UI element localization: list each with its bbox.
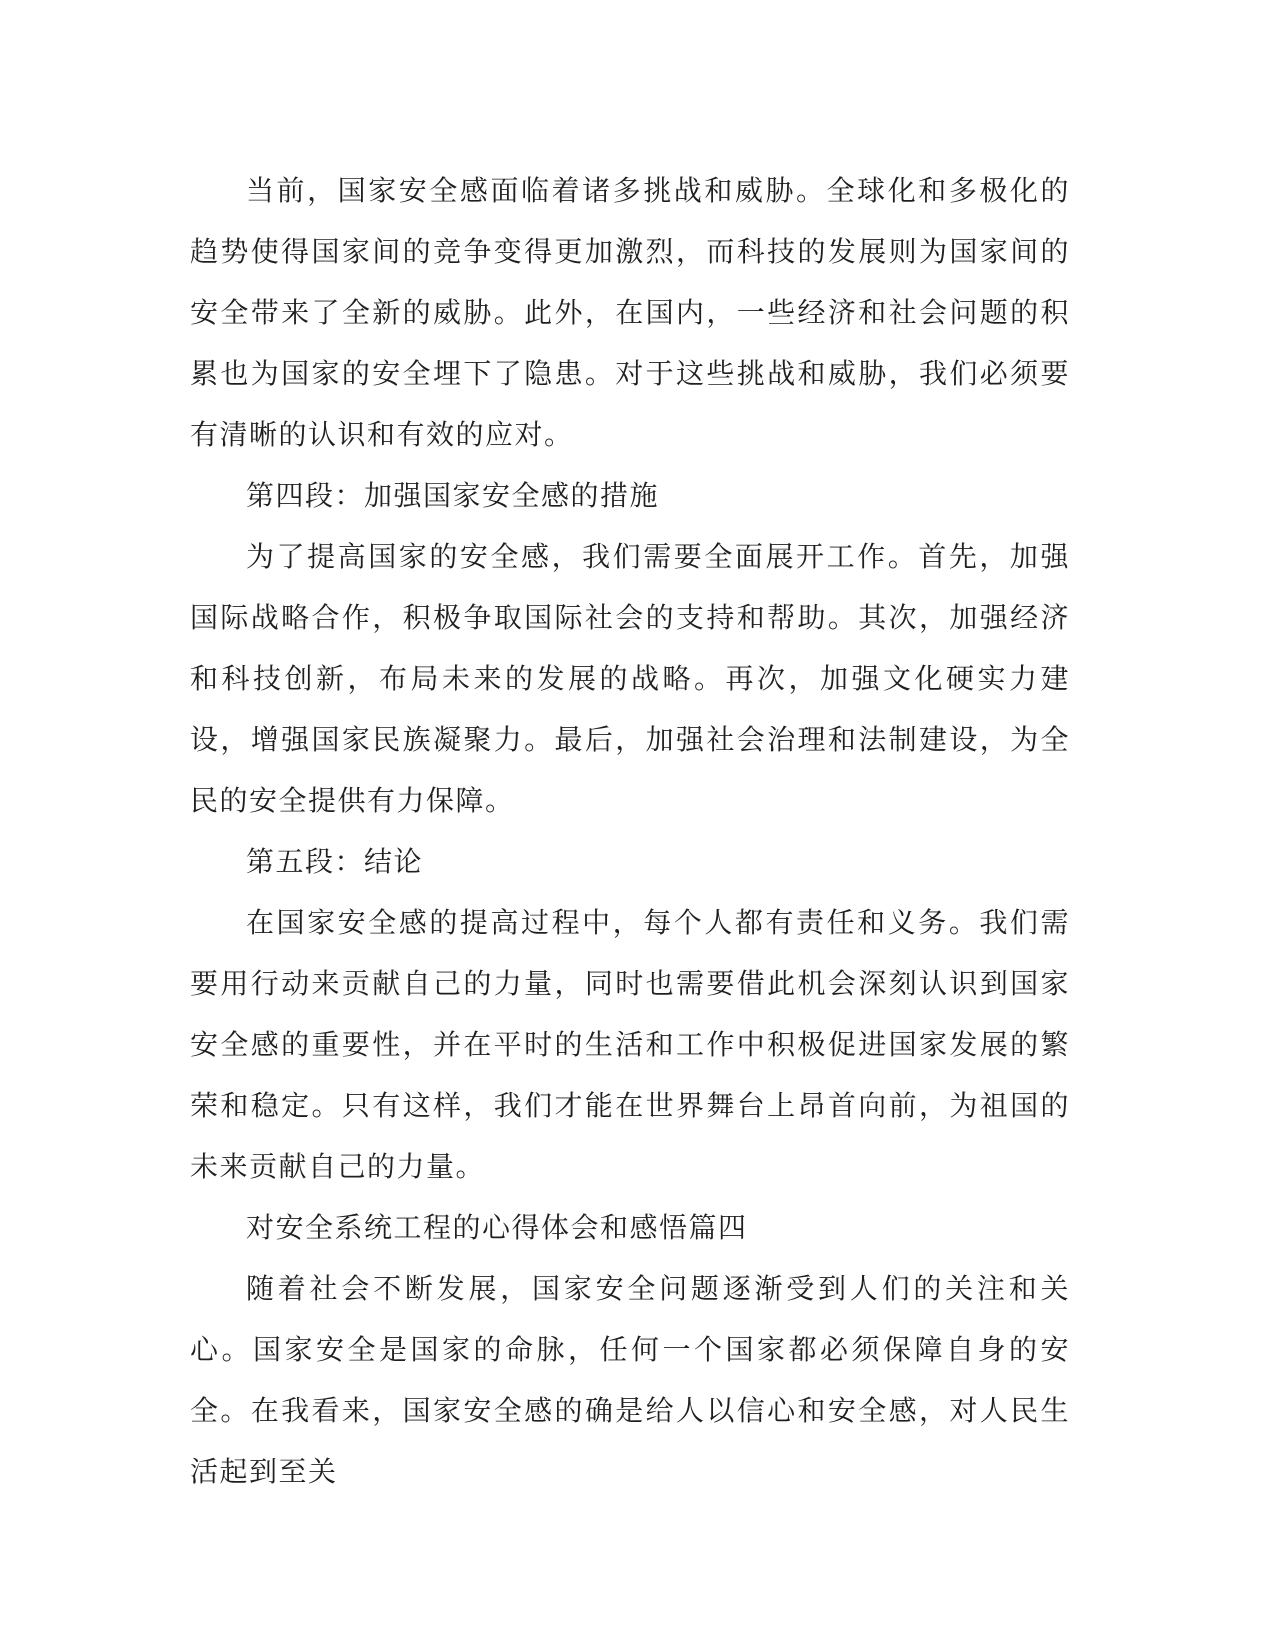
paragraph-intro: 随着社会不断发展，国家安全问题逐渐受到人们的关注和关心。国家安全是国家的命脉，任何一个国家都必须保障自身的安全。在我看来，国家安全感的确是给人以信心和安全感，对人民生活起到至关 (190, 1272, 1070, 1488)
section-heading-five: 第五段：结论 (246, 845, 424, 878)
paragraph-conclusion: 在国家安全感的提高过程中，每个人都有责任和义务。我们需要用行动来贡献自己的力量，同时也需要借此机会深刻认识到国家安全感的重要性，并在平时的生活和工作中积极促进国家发展的繁荣和稳定。只有这样，我们才能在世界舞台上昂首向前，为祖国的未来贡献自己的力量。 (190, 906, 1070, 1183)
document-body (190, 160, 1070, 1502)
paragraph-challenges: 当前，国家安全感面临着诸多挑战和威胁。全球化和多极化的趋势使得国家间的竞争变得更加激烈，而科技的发展则为国家间的安全带来了全新的威胁。此外，在国内，一些经济和社会问题的积累也为国家的安全埋下了隐患。对于这些挑战和威胁，我们必须要有清晰的认识和有效的应对。 (190, 174, 1070, 451)
article-title-part-four: 对安全系统工程的心得体会和感悟篇四 (246, 1211, 748, 1244)
paragraph-measures: 为了提高国家的安全感，我们需要全面展开工作。首先，加强国际战略合作，积极争取国际社会的支持和帮助。其次，加强经济和科技创新，布局未来的发展的战略。再次，加强文化硬实力建设，增强国家民族凝聚力。最后，加强社会治理和法制建设，为全民的安全提供有力保障。 (190, 540, 1070, 817)
section-heading-four: 第四段：加强国家安全感的措施 (246, 479, 660, 512)
